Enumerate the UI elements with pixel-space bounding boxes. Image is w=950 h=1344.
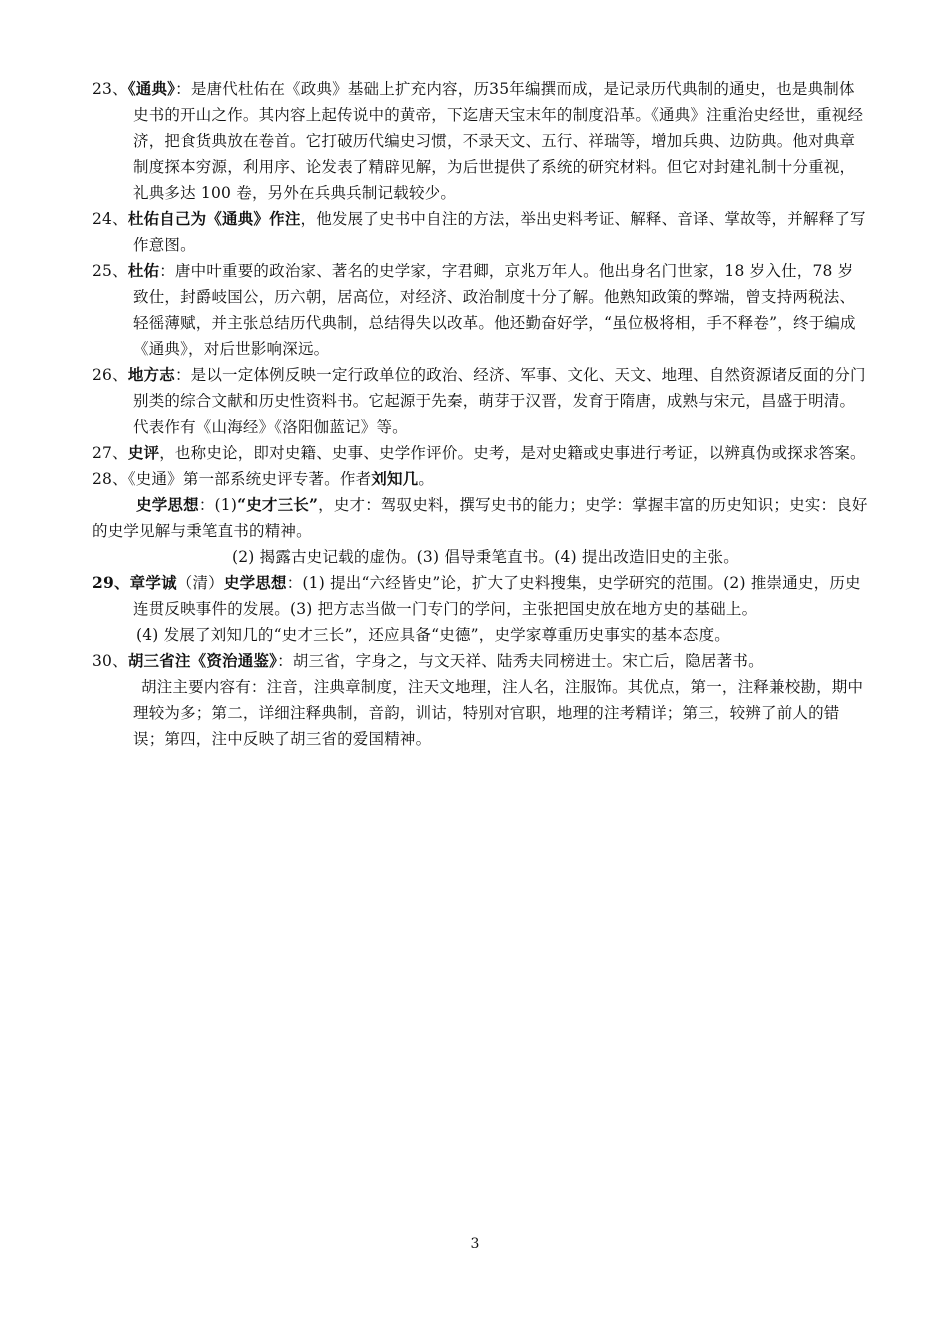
entry-text: ：是唐代杜佑在《政典》基础上扩充内容，历35年编撰而成，是记录历代典制的通史，也是典制体史书的开山之作。其内容上起传说中的黄帝，下迄唐天宝末年的制度沿革。《通典》注重治史经世，重视经济，把食货典放在卷首。它打破历代编史习惯，不录天文、五行、祥瑞等，增加兵典、边防典。他对典章制度探本穷源，利用序、论发表了精辟见解，为后世提供了系统的研究材料。但它对封建礼制十分重视，礼典多达 100 卷，另外在兵典兵制记载较少。 [133, 80, 864, 202]
entry-term: 章学诚 [129, 573, 177, 592]
thought-marker: ：(1) [198, 496, 238, 514]
entry-term: 地方志 [127, 365, 175, 384]
entry-term: 《通典》 [127, 79, 176, 98]
document-body [92, 76, 868, 752]
entry-paren: （清） [176, 574, 224, 592]
entry-text: 《史通》第一部系统史评专著。作者 [127, 470, 372, 488]
entry-term: 胡三省注《资治通鉴》 [127, 651, 278, 670]
entry-28-thought [92, 492, 868, 544]
thought-term: “史才三长” [237, 495, 319, 514]
author-name: 刘知几 [371, 469, 419, 488]
entry-25 [92, 258, 868, 362]
entry-term: 史评 [127, 443, 160, 462]
entry-term: 杜佑自己为《通典》作注 [127, 209, 301, 228]
page-number: 3 [470, 1236, 480, 1252]
entry-text-end: 。 [418, 470, 435, 488]
entry-subtext: 胡注主要内容有：注音，注典章制度，注天文地理，注人名，注服饰。其优点，第一，注释兼校勘，期中理较为多；第二，详细注释典制，音韵，训诂，特别对官职，地理的注考精详；第三，较辨了前人的错误；第四，注中反映了胡三省的爱国精神。 [133, 678, 864, 748]
entry-number: 28、 [92, 470, 128, 488]
entry-number: 30、 [92, 652, 128, 670]
entry-number: 25、 [92, 262, 128, 280]
entry-30 [92, 648, 868, 674]
entry-28-points [92, 544, 868, 570]
entry-term: 杜佑 [127, 261, 160, 280]
entry-26 [92, 362, 868, 440]
entry-number: 24、 [92, 210, 128, 228]
entry-29-point4 [92, 622, 868, 648]
entry-text: ：唐中叶重要的政治家、著名的史学家，字君卿，京兆万年人。他出身名门世家，18 岁入仕，78 岁致仕，封爵岐国公，历六朝，居高位，对经济、政治制度十分了解。他熟知政策的弊端，曾支持两税法、轻徭薄赋，并主张总结历代典制，总结得失以改革。他还勤奋好学，“虽位极将相，手不释卷”，终于编成《通典》，对后世影响深远。 [133, 262, 856, 358]
entry-text: ，也称史论，即对史籍、史事、史学作评价。史考，是对史籍或史事进行考证，以辨真伪或探求答案。 [159, 444, 866, 462]
entry-text: ：胡三省，字身之，与文天祥、陆秀夫同榜进士。宋亡后，隐居著书。 [277, 652, 764, 670]
entry-subtext: (4) 发展了刘知几的“史才三长”，还应具备“史德”，史学家尊重历史事实的基本态度。 [136, 626, 730, 644]
entry-27 [92, 440, 868, 466]
entry-text: ：(1) 提出“六经皆史”论，扩大了史料搜集，史学研究的范围。(2) 推崇通史，历史连贯反映事件的发展。(3) 把方志当做一门专门的学问，主张把国史放在地方史的基础上。 [133, 574, 861, 618]
thought-heading: 史学思想 [136, 495, 199, 514]
entry-29 [92, 570, 868, 622]
entry-30-detail [92, 674, 868, 752]
entry-number: 27、 [92, 444, 128, 462]
entry-text: ，他发展了史书中自注的方法，举出史料考证、解释、音译、掌故等，并解释了写作意图。 [133, 210, 866, 254]
entry-number: 23、 [92, 80, 128, 98]
thought-points: (2) 揭露古史记载的虚伪。(3) 倡导秉笔直书。(4) 提出改造旧史的主张。 [232, 548, 739, 566]
thought-text: ，史才：驾驭史料，撰写史书的能力；史学：掌握丰富的历史知识；史实：良好的史学见解与秉笔直书的精神。 [92, 496, 868, 540]
entry-text: ：是以一定体例反映一定行政单位的政治、经济、军事、文化、天文、地理、自然资源诸反面的分门别类的综合文献和历史性资料书。它起源于先秦，萌芽于汉晋，发育于隋唐，成熟与宋元，昌盛于明清。代表作有《山海经》《洛阳伽蓝记》等。 [133, 366, 866, 436]
entry-number: 29、 [92, 573, 130, 592]
entry-24 [92, 206, 868, 258]
entry-23 [92, 76, 868, 206]
entry-28 [92, 466, 868, 492]
entry-subterm: 史学思想 [223, 573, 287, 592]
entry-number: 26、 [92, 366, 128, 384]
